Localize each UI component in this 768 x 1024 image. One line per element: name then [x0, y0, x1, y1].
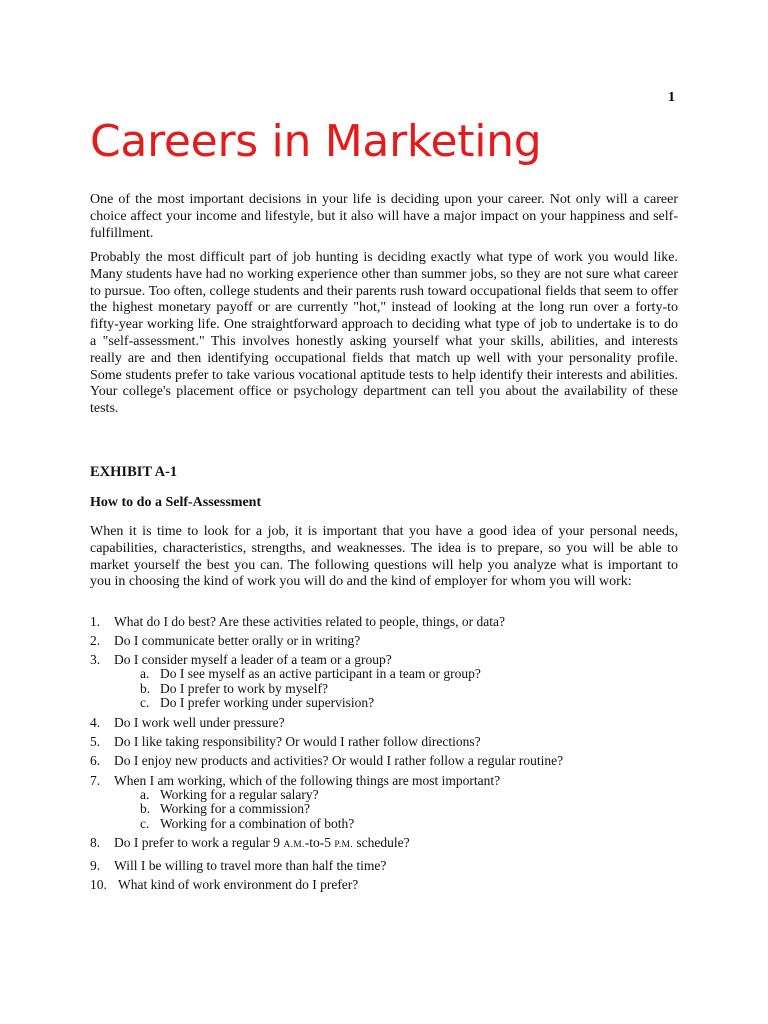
exhibit-heading: How to do a Self-Assessment: [90, 495, 262, 510]
question-text: What do I do best? Are these activities related to people, things, or data?: [114, 614, 505, 629]
question-number: 2.: [90, 633, 101, 649]
question-item: [90, 652, 690, 711]
question-text: Do I like taking responsibility? Or would I rather follow directions?: [114, 734, 481, 750]
question-item: [90, 633, 690, 648]
question-text: When I am working, which of the following things are most important?: [114, 772, 501, 788]
sub-question-letter: b.: [140, 680, 151, 696]
sub-question-item: [114, 667, 690, 682]
exhibit-intro-paragraph: When it is time to look for a job, it is important that you have a good idea of your personal needs, capabilities, characteristics, strengths, and weaknesses. The idea is to prepare, so you will be able to market yourself the best you can. The following questions will help you analyze what is important to you in choosing the kind of work you will do and the kind of employer for whom you will work:: [90, 524, 678, 590]
question-text: Do I communicate better orally or in writing?: [114, 633, 361, 649]
sub-question-letter: b.: [140, 801, 151, 817]
question-number: 9.: [90, 857, 101, 873]
sub-question-text: Do I prefer to work by myself?: [160, 680, 328, 696]
am-abbreviation: A.M.: [283, 840, 305, 851]
sub-question-item: [114, 802, 690, 817]
page-number: 1: [668, 90, 675, 105]
sub-question-letter: c.: [140, 815, 150, 831]
question-item: [90, 715, 690, 730]
question-text: Do I enjoy new products and activities? Or would I rather follow a regular routine?: [114, 753, 564, 769]
question-number: 10.: [90, 876, 107, 892]
sub-question-list: [114, 667, 690, 711]
question-number: 3.: [90, 652, 101, 668]
sub-question-text: Do I see myself as an active participant in a team or group?: [160, 666, 481, 682]
intro-paragraph: One of the most important decisions in your life is deciding upon your career. Not only will a career choice affect your income and lifestyle, but it also will have a major impact on your happiness and self-fulfillment.: [90, 192, 678, 241]
question-number: 6.: [90, 753, 101, 769]
question-number: 1.: [90, 614, 101, 629]
sub-question-text: Do I prefer working under supervision?: [160, 695, 375, 711]
question-item: [90, 773, 690, 832]
question-number: 8.: [90, 835, 101, 851]
question-number: 5.: [90, 734, 101, 750]
page-title: Careers in Marketing: [90, 116, 542, 167]
question-item: [90, 753, 690, 768]
sub-question-item: [114, 788, 690, 803]
question-text: Do I work well under pressure?: [114, 715, 285, 731]
sub-question-letter: a.: [140, 666, 150, 682]
question-text: What kind of work environment do I prefer?: [118, 876, 359, 892]
pm-abbreviation: P.M.: [334, 840, 353, 851]
question-text: Will I be willing to travel more than half the time?: [114, 857, 387, 873]
question-number: 4.: [90, 715, 101, 731]
question-number: 7.: [90, 772, 101, 788]
question-list: [90, 614, 690, 896]
question-item: [90, 835, 690, 853]
sub-question-text: Working for a commission?: [160, 801, 311, 817]
sub-question-letter: c.: [140, 695, 150, 711]
sub-question-text: Working for a regular salary?: [160, 786, 319, 802]
sub-question-list: [114, 788, 690, 832]
question-item: [90, 614, 690, 629]
exhibit-label: EXHIBIT A-1: [90, 464, 178, 480]
sub-question-item: [114, 817, 690, 832]
question-text: Do I consider myself a leader of a team or a group?: [114, 652, 392, 668]
sub-question-item: [114, 682, 690, 697]
question-item: [90, 877, 690, 892]
job-hunting-paragraph: Probably the most difficult part of job hunting is deciding exactly what type of work you would like. Many students have had no working experience other than summer jobs, so they are not sure what career to pursue. Too often, college students and their parents rush toward occupational fields that seem to offer the highest monetary payoff or are currently "hot," instead of looking at the long run over a forty-to fifty-year working life. One straightforward approach to deciding what type of job to undertake is to do a "self-assessment." This involves honestly asking yourself what your skills, abilities, and interests really are and then identifying occupational fields that match up well with your personality profile. Some students prefer to take various vocational aptitude tests to help identify their interests and abilities. Your college's placement office or psychology department can tell you about the availability of these tests.: [90, 250, 678, 417]
question-text: Do I prefer to work a regular 9 A.M.-to-5 P.M. schedule?: [114, 835, 410, 851]
question-item: [90, 734, 690, 749]
sub-question-letter: a.: [140, 786, 150, 802]
sub-question-item: [114, 696, 690, 711]
question-item: [90, 858, 690, 873]
sub-question-text: Working for a combination of both?: [160, 815, 355, 831]
